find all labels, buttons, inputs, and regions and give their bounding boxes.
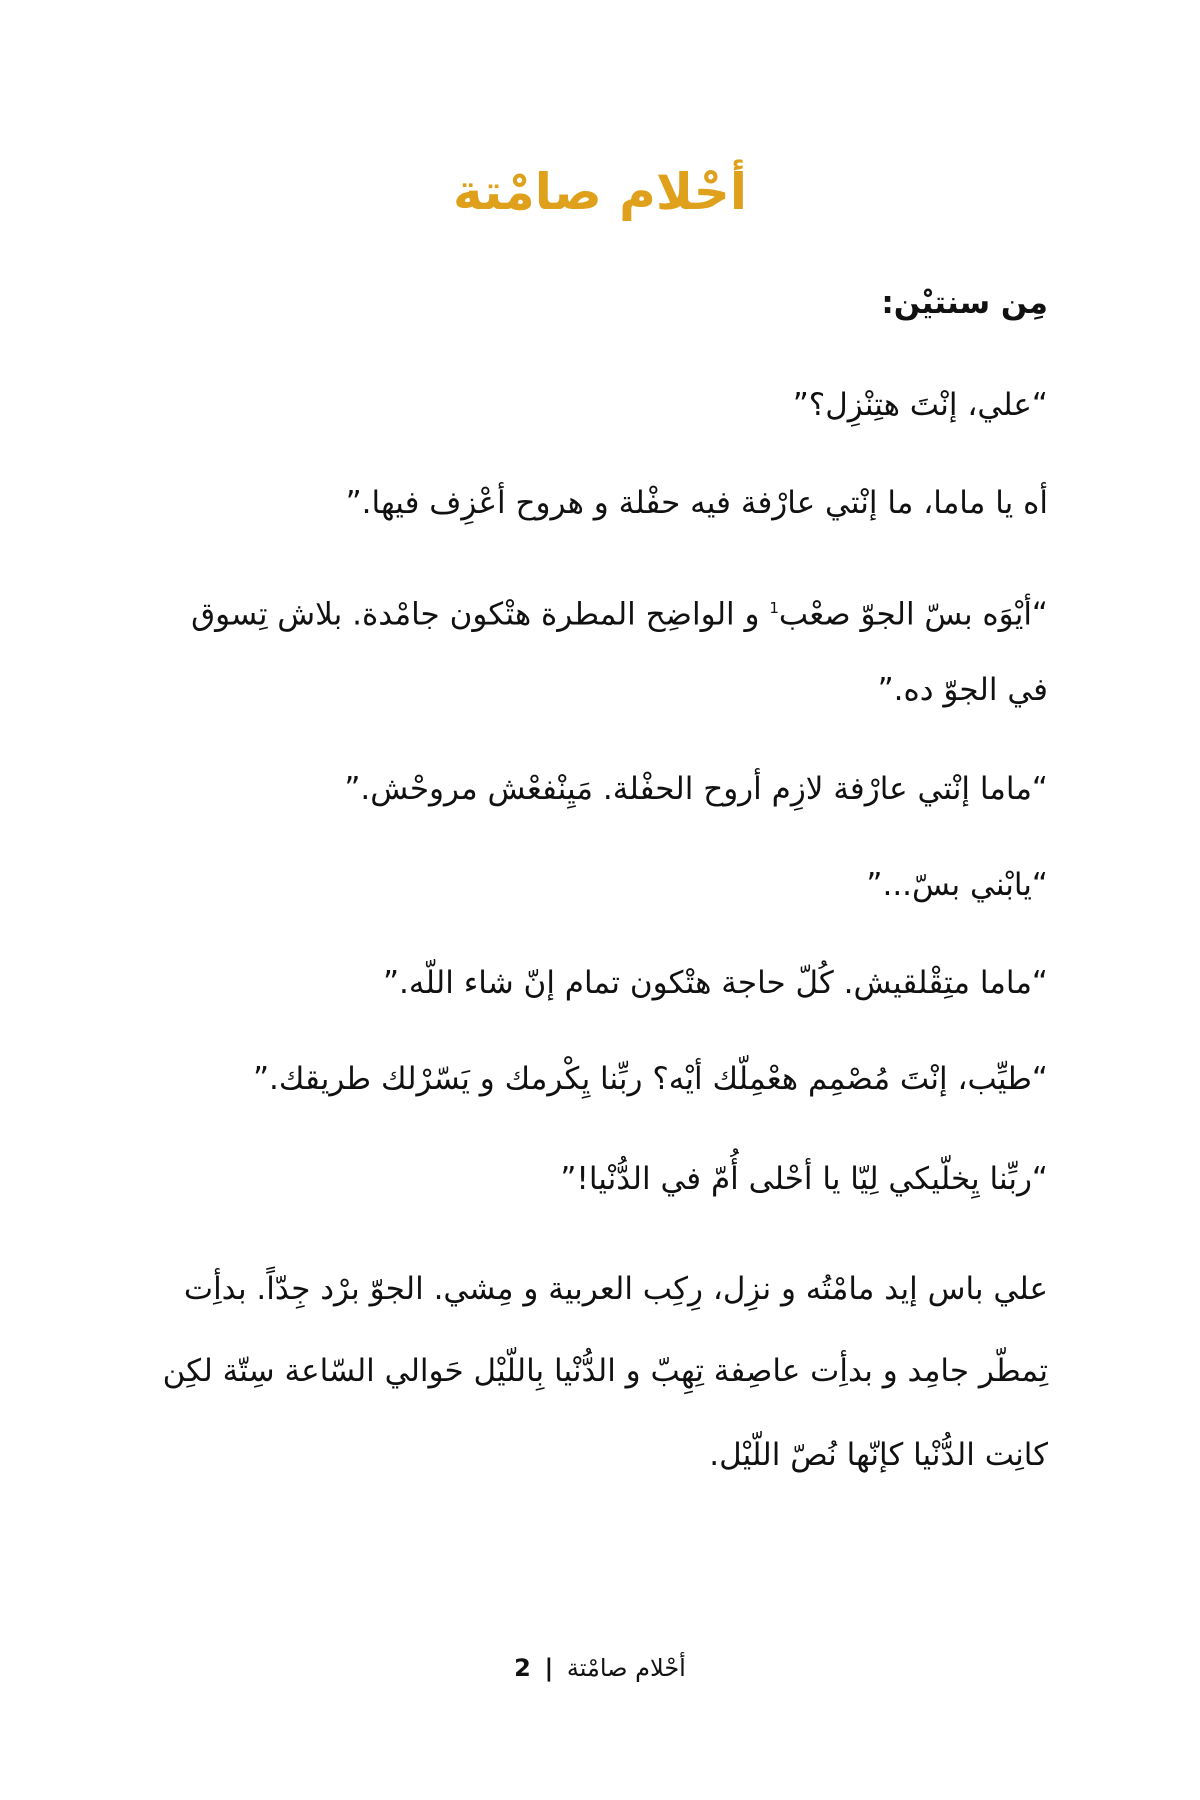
footer-book-title: أحلام صامتة	[566, 1654, 686, 1682]
dialogue-line: “ماما إنتي عارفة لازم أروح الحفلة. مينفعش مروحش.”	[344, 771, 1048, 807]
dialogue-line: “ربنا يخليكي ليا يا أحلى أم في الدنيا!”	[560, 1161, 1048, 1197]
dialogue-line	[148, 585, 1048, 637]
narrative-line: تمطر جامد و بدأت عاصفة تهب و الدنيا بالليل حوالي الساعة ستة لكن	[162, 1353, 1048, 1389]
footnote-marker[interactable]: 1	[769, 599, 779, 617]
dialogue-line: أه يا ماما، ما إنتي عارفة فيه حفلة و هروح أعزف فيها.”	[345, 485, 1048, 521]
footer-separator: |	[544, 1654, 554, 1682]
story-body	[148, 0, 1048, 1600]
dialogue-line: “طيب، إنت مصمم هعملك أيه؟ ربنا يكرمك و يسرلك طريقك.”	[252, 1061, 1048, 1097]
dialogue-line-continued: في الجو ده.”	[877, 672, 1048, 708]
page-title: أحْلام صامْتة	[453, 163, 747, 221]
dialogue-line: “ماما متقلقيش. كل حاجة هتكون تمام إن شاء الله.”	[382, 965, 1048, 1001]
page-footer	[0, 1648, 1200, 1688]
dialogue-line: “يابني بس...”	[866, 867, 1048, 903]
narrative-line: علي باس إيد مامته و نزل، ركب العربية و مشي. الجو برد جدا. بدأت	[183, 1271, 1048, 1307]
page-number: 2	[514, 1654, 531, 1682]
dialogue-fragment: “أيوه بس الجو صعب	[778, 596, 1048, 633]
dialogue-line: “علي، إنت هتنزل؟”	[792, 387, 1048, 423]
dialogue-fragment: و الواضح المطرة هتكون جامدة. بلاش تسوق	[191, 596, 770, 633]
narrative-line: كانت الدنيا كإنها نص الليل.	[709, 1437, 1048, 1473]
section-heading: من سنتين:	[881, 285, 1048, 321]
